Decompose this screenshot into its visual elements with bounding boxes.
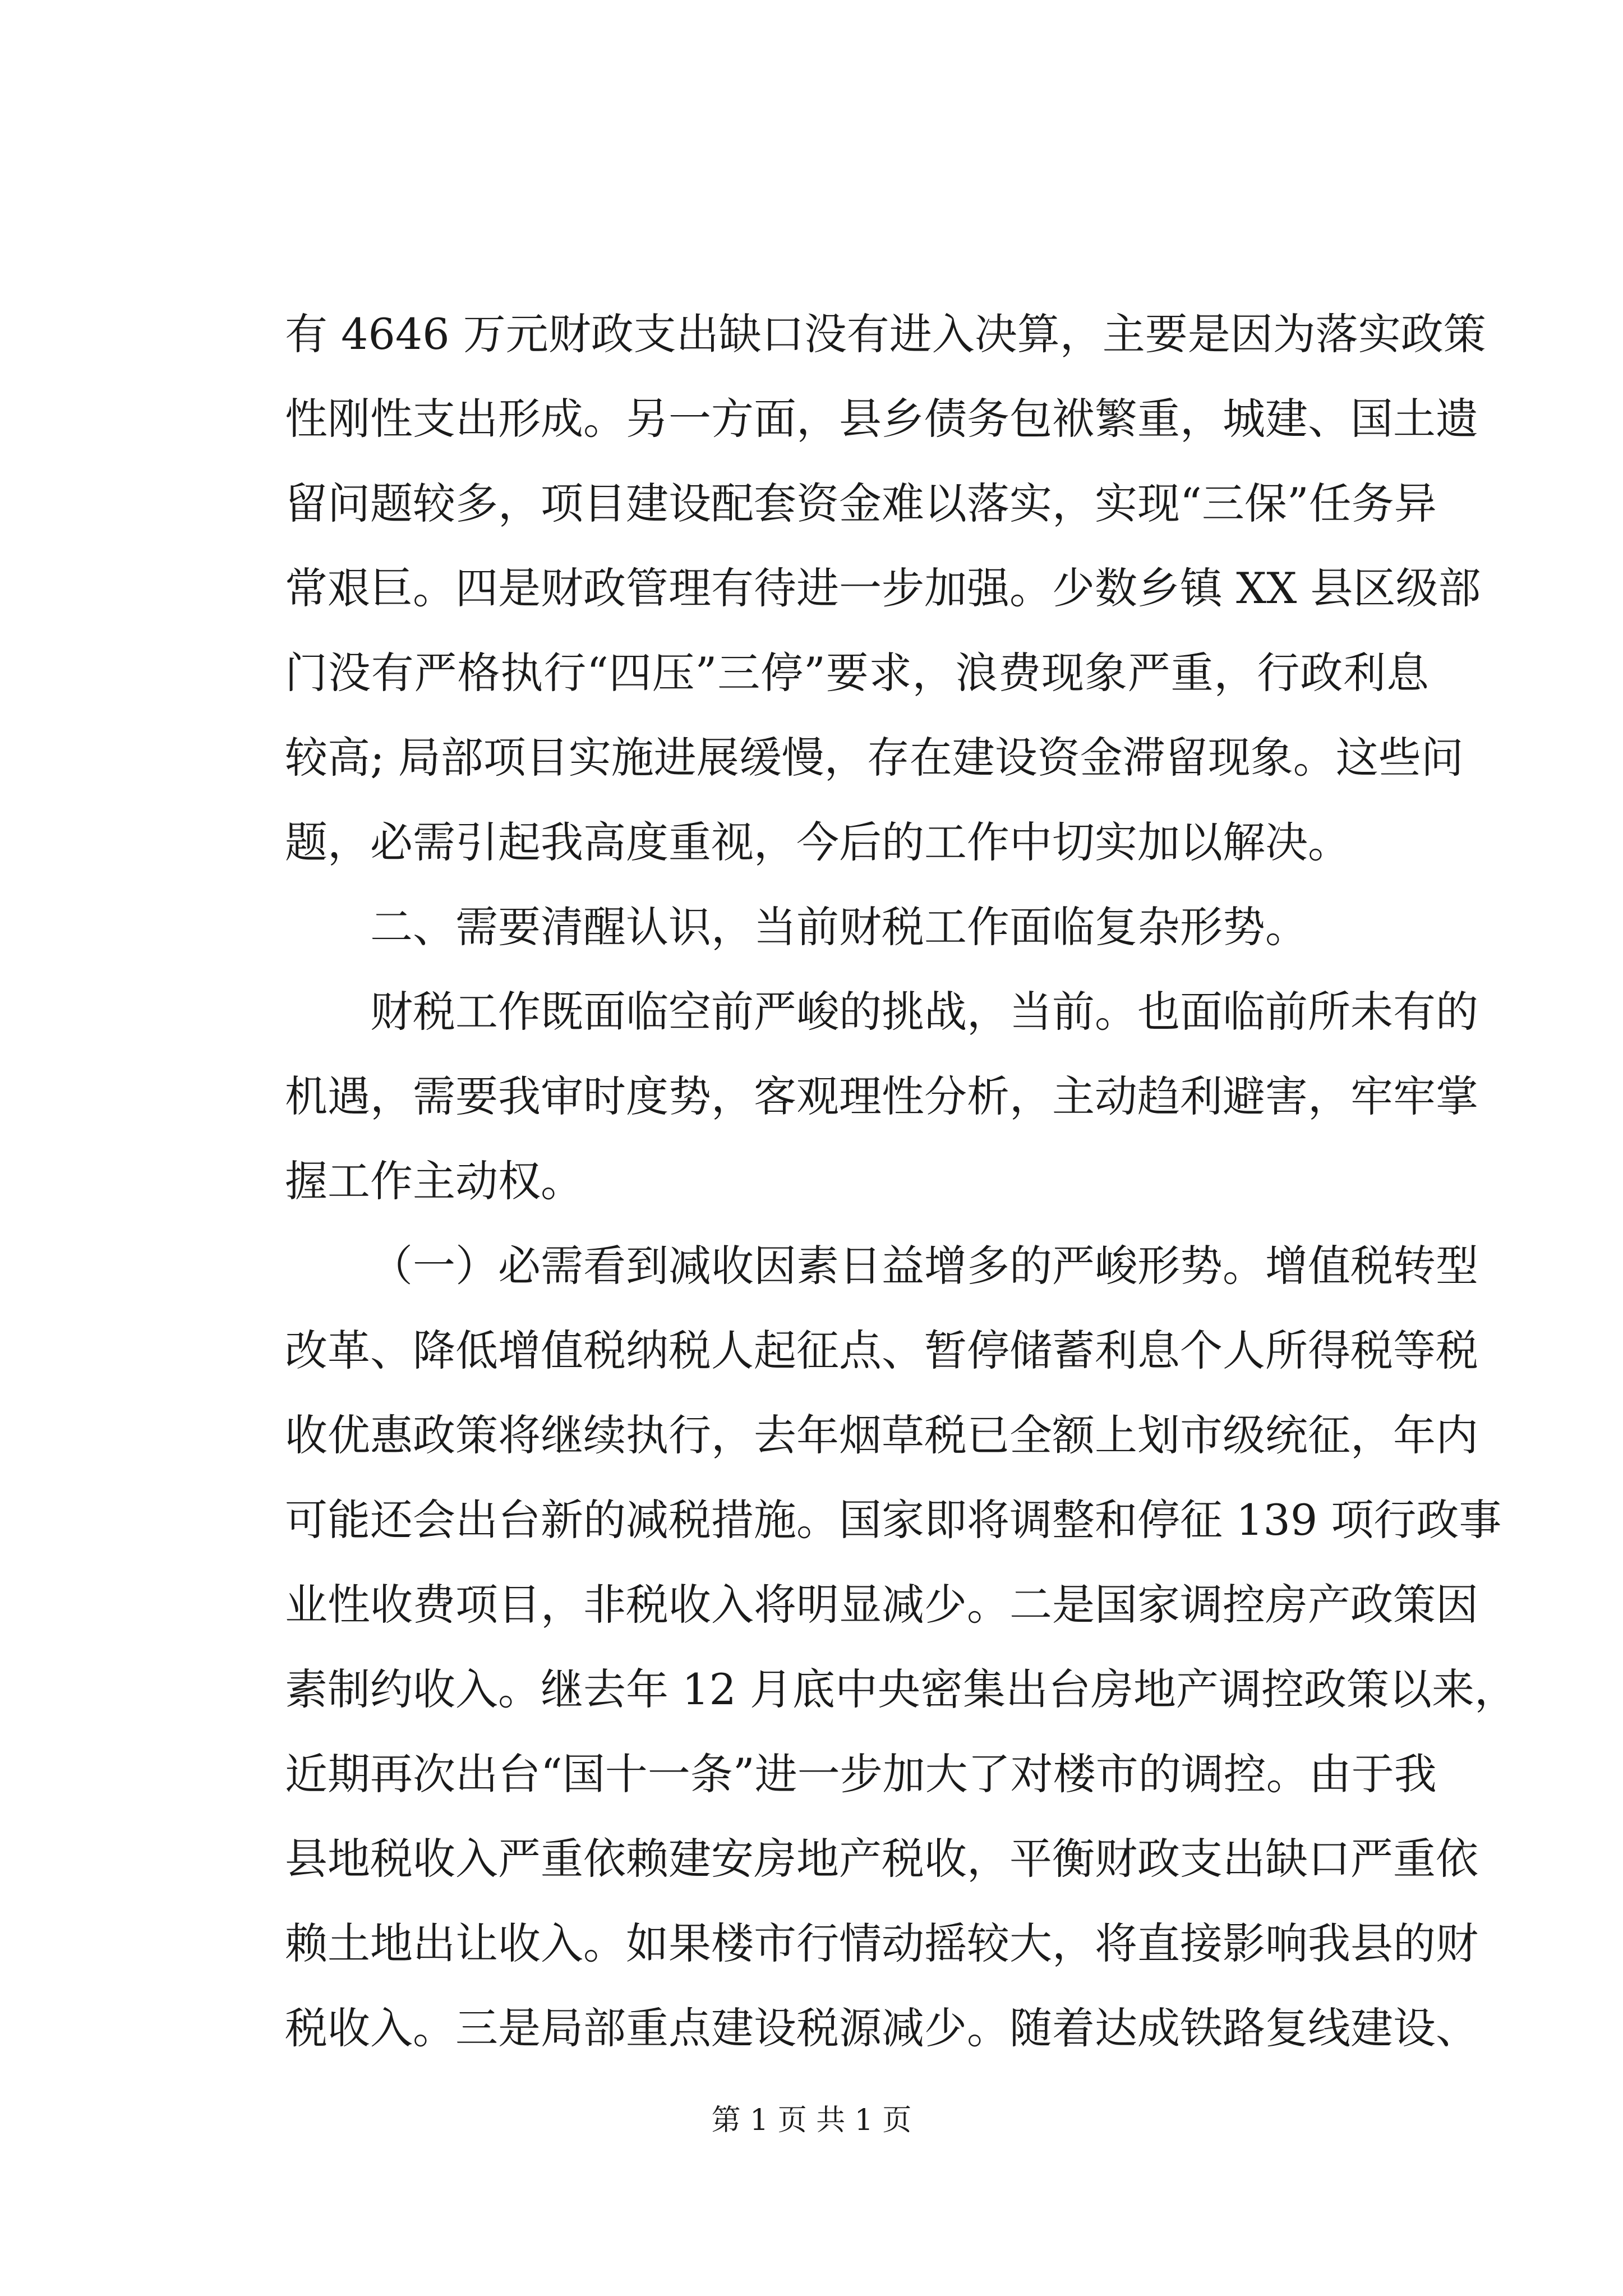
text-line: 业性收费项目，非税收入将明显减少。二是国家调控房产政策因 xyxy=(285,1580,1478,1630)
page-footer xyxy=(0,2101,1623,2140)
text-line: 有 4646 万元财政支出缺口没有进入决算，主要是因为落实政策 xyxy=(285,309,1486,359)
section-heading: 二、需要清醒认识，当前财税工作面临复杂形势。 xyxy=(370,902,1308,952)
text-line: 素制约收入。继去年 12 月底中央密集出台房地产调控政策以来， xyxy=(285,1664,1518,1714)
text-line: 县地税收入严重依赖建安房地产税收，平衡财政支出缺口严重依 xyxy=(285,1834,1478,1884)
document-body xyxy=(285,292,1518,2070)
text-line: 收优惠政策将继续执行，去年烟草税已全额上划市级统征，年内 xyxy=(285,1410,1478,1460)
text-line: （一）必需看到减收因素日益增多的严峻形势。增值税转型 xyxy=(370,1241,1478,1291)
text-line: 赖土地出让收入。如果楼市行情动摇较大，将直接影响我县的财 xyxy=(285,1918,1478,1968)
text-line: 可能还会出台新的减税措施。国家即将调整和停征 139 项行政事 xyxy=(285,1495,1502,1545)
text-line: 握工作主动权。 xyxy=(285,1156,583,1206)
text-line: 性刚性支出形成。另一方面，县乡债务包袱繁重，城建、国土遗 xyxy=(285,394,1478,444)
text-line: 较高; 局部项目实施进展缓慢，存在建设资金滞留现象。这些问 xyxy=(285,733,1464,783)
page-number-label: 第 1 页 共 1 页 xyxy=(711,2104,912,2137)
text-line: 近期再次出台“国十一条”进一步加大了对楼市的调控。由于我 xyxy=(285,1749,1437,1799)
text-line: 留问题较多，项目建设配套资金难以落实，实现“三保”任务异 xyxy=(285,478,1437,528)
text-line: 机遇，需要我审时度势，客观理性分析，主动趋利避害，牢牢掌 xyxy=(285,1071,1478,1121)
text-line: 税收入。三是局部重点建设税源减少。随着达成铁路复线建设、 xyxy=(285,2003,1478,2053)
text-line: 题，必需引起我高度重视，今后的工作中切实加以解决。 xyxy=(285,817,1350,867)
text-line: 财税工作既面临空前严峻的挑战，当前。也面临前所未有的 xyxy=(370,987,1478,1037)
text-line: 常艰巨。四是财政管理有待进一步加强。少数乡镇 XX 县区级部 xyxy=(285,563,1481,613)
text-line: 门没有严格执行“四压”三停”要求，浪费现象严重，行政利息 xyxy=(285,648,1429,698)
text-line: 改革、降低增值税纳税人起征点、暂停储蓄利息个人所得税等税 xyxy=(285,1326,1478,1375)
